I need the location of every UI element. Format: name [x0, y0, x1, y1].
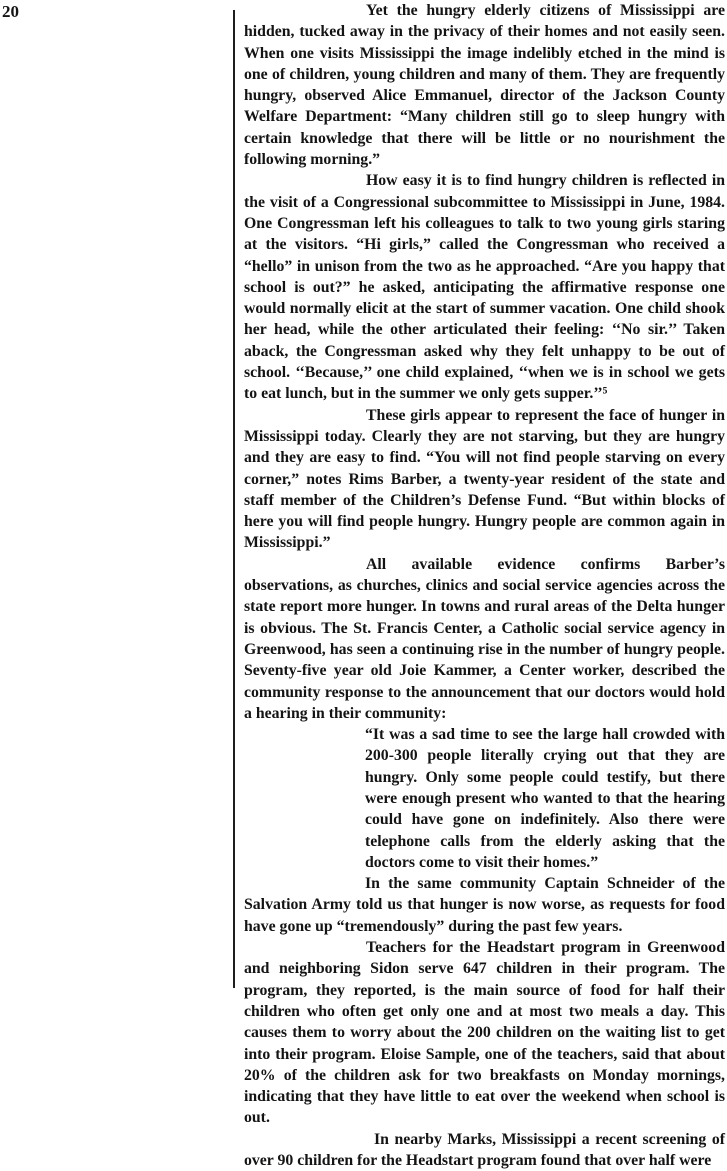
column-rule [233, 10, 235, 988]
paragraph: In nearby Marks, Mississippi a recent screening of over 90 children for the Headstart program found that over half were [244, 1130, 725, 1170]
page-number: 20 [2, 2, 19, 21]
block-quote: “It was a sad time to see the large hall crowded with 200-300 people literally crying out that they are hungry. Only some people could testify, but there were enough present who wanted to that the hearing could have gone on indefinitely. Also there were telephone calls from the elderly asking that the doctors come to visit their homes.” [365, 726, 725, 871]
paragraph: Teachers for the Headstart program in Greenwood and neighboring Sidon serve 647 children in their program. The program, they reported, is the main source of food for half their children who often get only one and at most two meals a day. This causes them to worry about the 200 children on the waiting list to get into their program. Eloise Sample, one of the teachers, said that about 20% of the children ask for two breakfasts on Monday mornings, indicating that they have little to eat over the weekend when school is out. [244, 939, 725, 1127]
paragraph: All available evidence confirms Barber’s observations, as churches, clinics and social service agencies across the state report more hunger. In towns and rural areas of the Delta hunger is obvious. The St. Francis Center, a Catholic social service agency in Greenwood, has seen a continuing rise in the number of hungry people. Seventy-five year old Joie Kammer, a Center worker, described the community response to the announcement that our doctors would hold a hearing in their community: [244, 555, 725, 722]
paragraph: In the same community Captain Schneider of the Salvation Army told us that hunger is now worse, as requests for food have gone up “tremendously” during the past few years. [244, 875, 725, 935]
paragraph: These girls appear to represent the face of hunger in Mississippi today. Clearly they are not starving, but they are hungry and they are easy to find. “You will not find people starving on every corner,” notes Rims Barber, a twenty-year resident of the state and staff member of the Children’s Defense Fund. “But within blocks of here you will find people hungry. Hungry people are common again in Mississippi.” [244, 406, 725, 552]
paragraph: How easy it is to find hungry children is reflected in the visit of a Congressional subcommittee to Mississippi in June, 1984. One Congressman left his colleagues to talk to two young girls staring at the visitors. “Hi girls,” called the Congressman who received a “hello” in unison from the two as he approached. “Are you happy that school is out?” he asked, anticipating the affirmative response one would normally elicit at the start of summer vacation. One child shook her head, while the other articulated their feeling: ‘‘No sir.’’ Taken aback, the Congressman asked why they felt unhappy to be out of school. ‘‘Because,’’ one child explained, ‘‘when we is in school we gets to eat lunch, but in the summer we only gets supper.’’⁵ [244, 172, 725, 403]
paragraph: Yet the hungry elderly citizens of Mississippi are hidden, tucked away in the privacy of their homes and not easily seen. When one visits Mississippi the image indelibly etched in the mind is one of children, young children and many of them. They are frequently hungry, observed Alice Emmanuel, director of the Jackson County Welfare Department: “Many children still go to sleep hungry with certain knowledge that there will be little or no nourishment the following morning.” [244, 2, 725, 169]
text-column [244, 0, 725, 1171]
